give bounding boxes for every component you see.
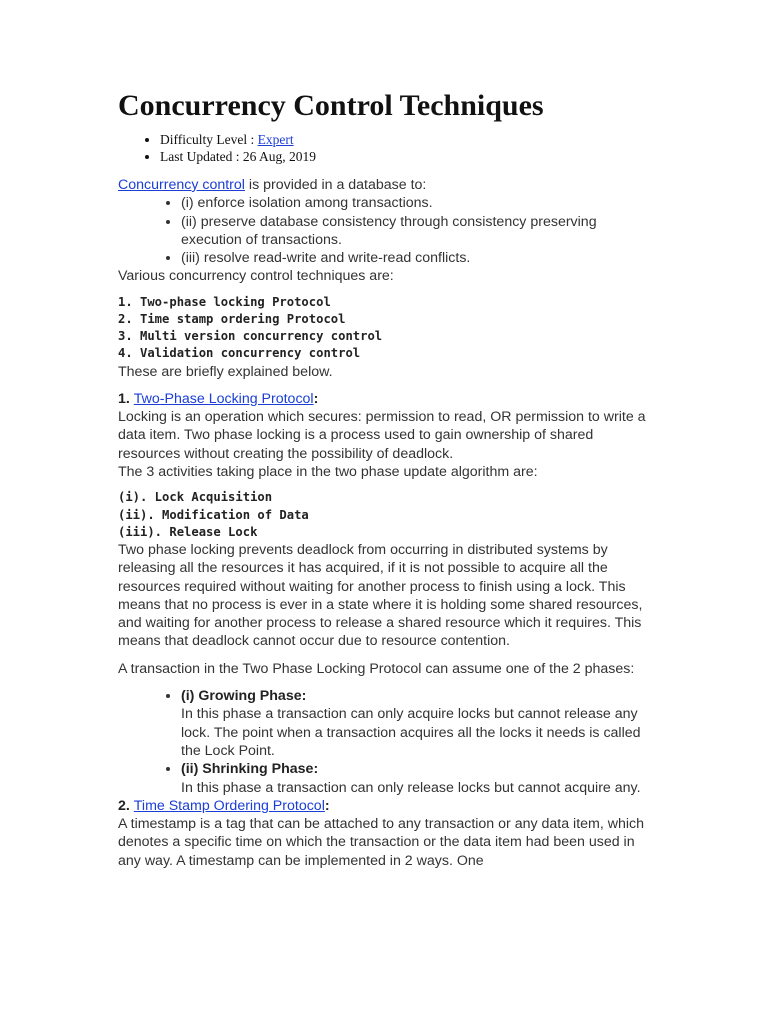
phase-title: • (ii) Shrinking Phase: [181,761,319,778]
list-item: • (ii) preserve database consistency through consistency preserving execution of transactions. [181,213,653,250]
article-meta [118,132,316,165]
section-2-number: 2. [118,797,134,814]
section-1-paragraph: Two phase locking prevents deadlock from occurring in distributed systems by releasing all the resources it has acquired, if it is not possible to acquire all the resources required without waiting for another process to finish using a lock. This means that no process is ever in a state where it is holding some shared resources, and waiting for another process to release a shared resource which it requires. This means that deadlock cannot occur due to resource contention. [118,541,643,650]
list-item: • (i) enforce isolation among transactions. [181,194,653,212]
section-2-paragraph: A timestamp is a tag that can be attached to any transaction or any data item, which denotes a specific time on which the transaction or the data item had been used in any way. A timestamp can be implemented in 2 ways. One [118,816,645,869]
difficulty-level [160,132,316,149]
technique-item: 3. Multi version concurrency control [118,329,383,344]
intro-paragraph [118,176,653,194]
techniques-intro: Various concurrency control techniques are: [118,268,394,285]
article-body [118,176,653,870]
section-2-heading [118,797,653,815]
difficulty-link[interactable]: Expert [257,132,294,147]
phases-list [118,687,653,797]
phase-text: In this phase a transaction can only acquire locks but cannot release any lock. The point when a transaction acquires all the locks it needs is called the Lock Point. [181,706,641,759]
list-item: • (iii) resolve read-write and write-read conflicts. [181,249,653,267]
phase-item [181,687,653,760]
technique-item: 2. Time stamp ordering Protocol [118,311,346,326]
technique-item: 4. Validation concurrency control [118,346,361,361]
intro-list [118,194,653,267]
briefly-text: These are briefly explained below. [118,363,333,380]
concurrency-control-link[interactable]: Concurrency control [118,177,245,193]
activity-item: (iii). Release Lock [118,524,258,539]
activity-item: (ii). Modification of Data [118,507,309,522]
section-2-colon: : [324,797,330,814]
page-title: Concurrency Control Techniques [118,89,544,122]
activities-list [118,489,653,541]
technique-item: 1. Two-phase locking Protocol [118,294,331,309]
section-1-heading [118,390,653,408]
activity-item: (i). Lock Acquisition [118,490,273,505]
phase-item [181,760,653,797]
section-1-paragraph: Locking is an operation which secures: permission to read, OR permission to write a data item. Two phase locking is a process used to gain ownership of shared resources without creating the possibility of deadlock. [118,409,646,462]
difficulty-label: Difficulty Level : [160,132,258,147]
intro-text: is provided in a database to: [244,177,427,193]
section-1-paragraph: A transaction in the Two Phase Locking Protocol can assume one of the 2 phases: [118,660,635,677]
phase-title: • (i) Growing Phase: [181,688,307,705]
section-1-number: 1. [118,390,134,407]
time-stamp-ordering-link[interactable]: Time Stamp Ordering Protocol [133,797,325,814]
last-updated: • Last Updated : 26 Aug, 2019 [160,149,316,166]
techniques-list [118,294,653,363]
section-1-colon: : [313,390,319,407]
two-phase-locking-link[interactable]: Two-Phase Locking Protocol [133,390,314,407]
phase-text: In this phase a transaction can only release locks but cannot acquire any. [181,779,641,796]
section-1-paragraph: The 3 activities taking place in the two phase update algorithm are: [118,464,538,481]
